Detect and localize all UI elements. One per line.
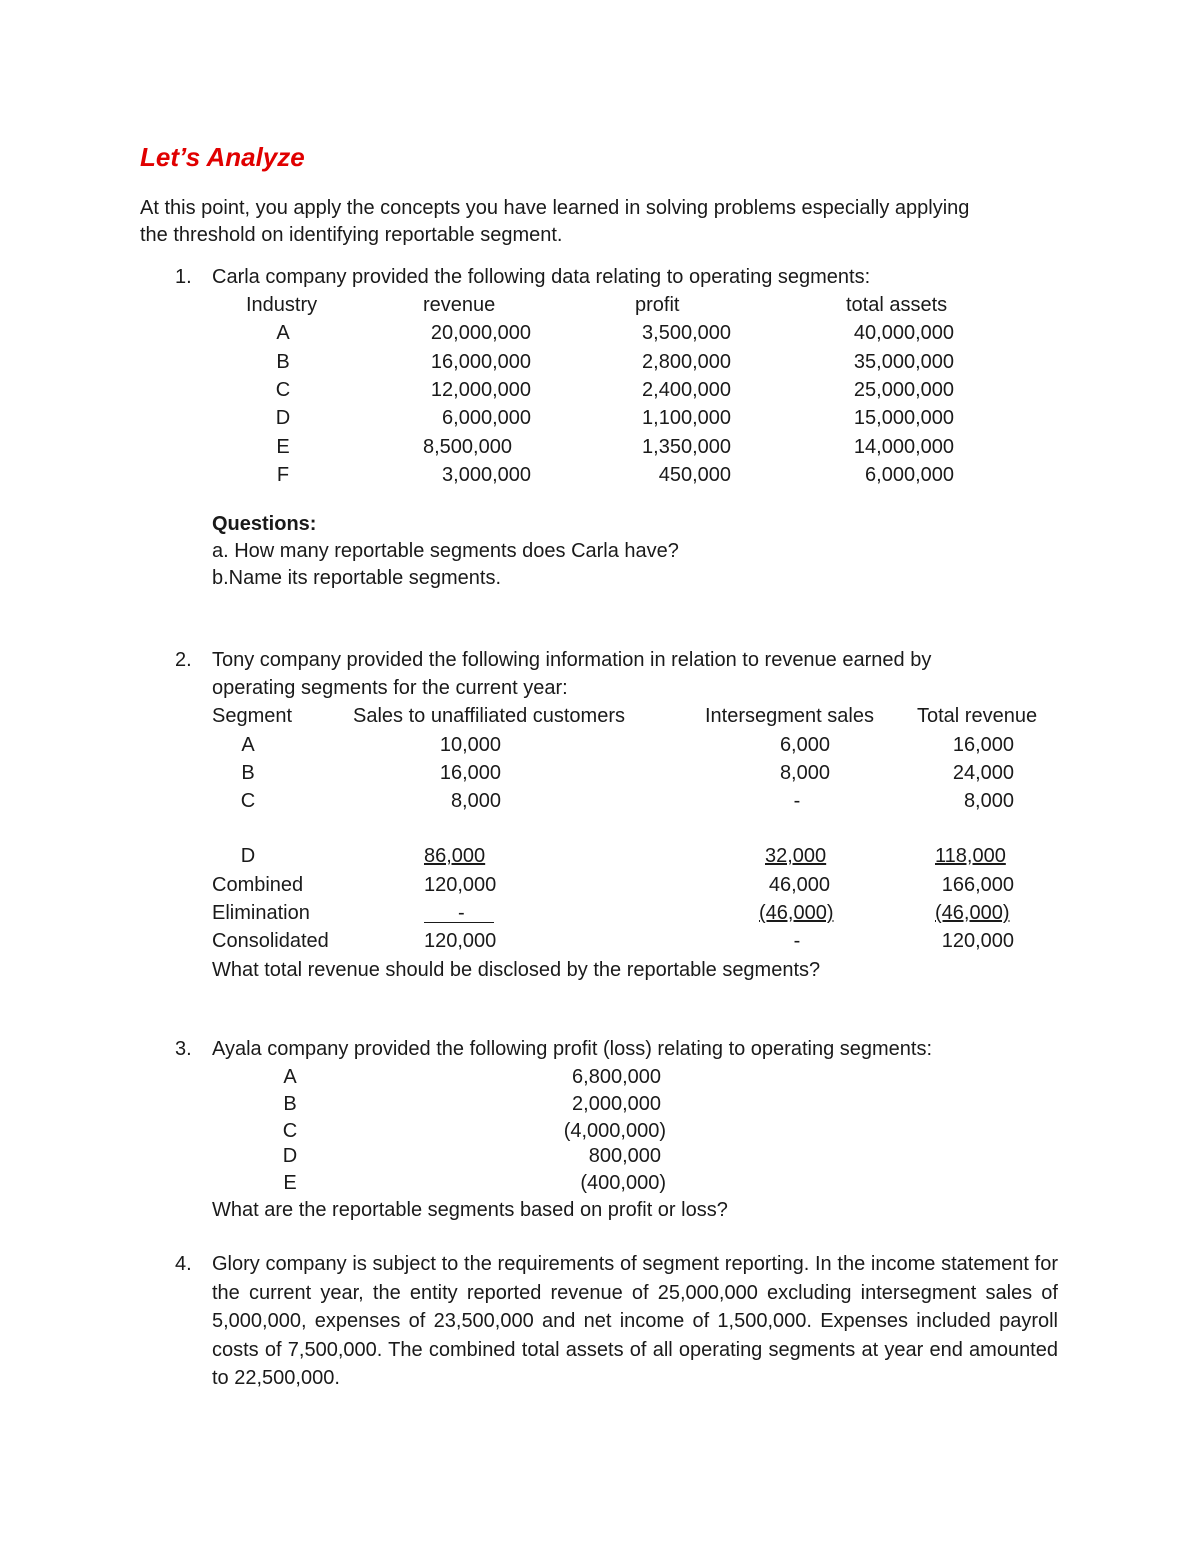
q2-row-intersegment: 6,000 — [779, 734, 830, 756]
q1-row-assets: 6,000,000 — [865, 464, 954, 486]
q2-row-total: 24,000 — [952, 762, 1014, 784]
q2-row-intersegment: - — [793, 790, 801, 812]
q1-row-assets: 40,000,000 — [853, 322, 954, 344]
q2-text-1: Tony company provided the following information in relation to revenue earned by — [212, 649, 932, 671]
q1-row-revenue: 20,000,000 — [430, 322, 531, 344]
q2-row-intersegment: 8,000 — [779, 762, 830, 784]
q1-question-a: a. How many reportable segments does Carla have? — [212, 540, 679, 562]
q2-elimination-total: (46,000) — [935, 902, 1010, 924]
q1-row-assets: 25,000,000 — [853, 379, 954, 401]
q3-number: 3. — [175, 1038, 192, 1060]
q1-row-label: A — [276, 322, 290, 344]
q1-row-profit: 3,500,000 — [642, 322, 731, 344]
q3-row-label: A — [283, 1066, 297, 1088]
q1-row-revenue: 8,500,000 — [423, 436, 512, 458]
q1-row-profit: 2,400,000 — [642, 379, 731, 401]
q2-row-d-label: D — [240, 845, 256, 867]
q3-text: Ayala company provided the following profit (loss) relating to operating segments: — [212, 1038, 933, 1060]
q2-row-label: A — [241, 734, 255, 756]
q2-combined-label: Combined — [212, 874, 304, 896]
q2-elimination-sales — [424, 902, 494, 929]
q2-header-total: Total revenue — [917, 705, 1038, 727]
q2-header-sales: Sales to unaffiliated customers — [353, 705, 626, 727]
q1-row-label: B — [276, 351, 290, 373]
q2-consolidated-label: Consolidated — [212, 930, 329, 952]
q2-elimination-intersegment: (46,000) — [759, 902, 834, 924]
q2-header-intersegment: Intersegment sales — [705, 705, 874, 727]
q2-combined-intersegment: 46,000 — [768, 874, 830, 896]
q3-row-value: 800,000 — [588, 1145, 661, 1167]
q1-row-assets: 35,000,000 — [853, 351, 954, 373]
q3-row-label: D — [282, 1145, 298, 1167]
q1-row-profit: 450,000 — [658, 464, 731, 486]
q1-header-industry: Industry — [246, 294, 318, 316]
q2-row-d-intersegment: 32,000 — [765, 845, 827, 867]
intro-line-1: At this point, you apply the concepts you have learned in solving problems especially applying — [140, 197, 970, 219]
q1-row-profit: 1,350,000 — [642, 436, 731, 458]
q2-combined-sales: 120,000 — [424, 874, 497, 896]
q2-row-total: 16,000 — [952, 734, 1014, 756]
q2-consolidated-sales: 120,000 — [424, 930, 497, 952]
q3-row-value: 6,800,000 — [572, 1066, 661, 1088]
q1-row-revenue: 12,000,000 — [430, 379, 531, 401]
q1-row-label: C — [275, 379, 291, 401]
q3-row-label: C — [282, 1120, 298, 1142]
q3-question: What are the reportable segments based on profit or loss? — [212, 1199, 728, 1221]
q2-row-d-total: 118,000 — [935, 845, 1006, 867]
q1-header-profit: profit — [635, 294, 680, 316]
q1-questions-label: Questions: — [212, 513, 317, 535]
q2-consolidated-intersegment: - — [793, 930, 801, 952]
q3-row-value: (400,000) — [580, 1172, 666, 1194]
q2-row-label: C — [240, 790, 256, 812]
q2-header-segment: Segment — [212, 705, 293, 727]
q2-text-2: operating segments for the current year: — [212, 677, 568, 699]
q4-number: 4. — [175, 1253, 192, 1275]
q1-header-total-assets: total assets — [846, 294, 948, 316]
q1-question-b: b.Name its reportable segments. — [212, 567, 502, 589]
q3-row-label: E — [283, 1172, 297, 1194]
q4-text: Glory company is subject to the requirements of segment reporting. In the income statement for the current year, the entity reported revenue of 25,000,000 excluding intersegment sales of 5,000,000, expenses of 23,500,000 and net income of 1,500,000. Expenses included payroll costs of 7,500,000. The combined total assets of all operating segments at year end amounted to 22,500,000. — [212, 1253, 1058, 1389]
q2-number: 2. — [175, 649, 192, 671]
q3-row-value: (4,000,000) — [563, 1120, 666, 1142]
q1-header-revenue: revenue — [423, 294, 496, 316]
q2-row-sales: 8,000 — [450, 790, 501, 812]
q2-row-total: 8,000 — [963, 790, 1014, 812]
intro-line-2: the threshold on identifying reportable segment. — [140, 224, 563, 246]
q1-row-profit: 2,800,000 — [642, 351, 731, 373]
q1-row-label: D — [275, 407, 291, 429]
q1-row-label: E — [276, 436, 290, 458]
q2-row-sales: 10,000 — [439, 734, 501, 756]
q1-number: 1. — [175, 266, 192, 288]
q1-row-revenue: 16,000,000 — [430, 351, 531, 373]
q1-row-profit: 1,100,000 — [642, 407, 731, 429]
q2-row-d-sales: 86,000 — [424, 845, 486, 867]
q2-row-sales: 16,000 — [439, 762, 501, 784]
q2-combined-total: 166,000 — [941, 874, 1014, 896]
q1-text: Carla company provided the following data relating to operating segments: — [212, 266, 871, 288]
q2-row-label: B — [241, 762, 255, 784]
q2-consolidated-total: 120,000 — [941, 930, 1014, 952]
q2-elimination-label: Elimination — [212, 902, 310, 924]
q1-row-revenue: 3,000,000 — [442, 464, 531, 486]
q2-question: What total revenue should be disclosed by the reportable segments? — [212, 959, 821, 981]
q1-row-revenue: 6,000,000 — [442, 407, 531, 429]
q3-row-value: 2,000,000 — [572, 1093, 661, 1115]
q2-elimination-dash: - — [458, 902, 465, 924]
section-title: Let’s Analyze — [140, 142, 305, 172]
q1-row-assets: 15,000,000 — [853, 407, 954, 429]
q1-row-label: F — [276, 464, 290, 486]
q1-row-assets: 14,000,000 — [853, 436, 954, 458]
q3-row-label: B — [283, 1093, 297, 1115]
